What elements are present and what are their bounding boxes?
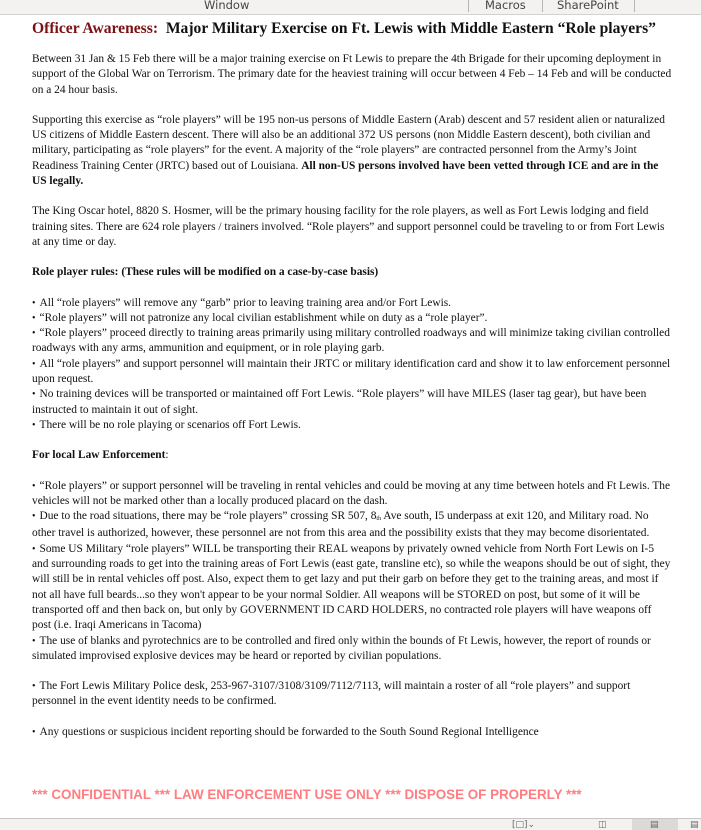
mp-desk-item: • The Fort Lewis Military Police desk, 253-967-3107/3108/3109/7112/7113, will maintain a roster of all “role players” and support personnel in the event identity needs to be confirmed. — [32, 679, 672, 710]
le-item: • “Role players” or support personnel will be traveling in rental vehicles and could be moving at any time between hotels and Ft Lewis. The vehicles will not be marked other than a locally produced placard on the dash. — [32, 479, 672, 510]
rules-heading: Role player rules: (These rules will be modified on a case-by-case basis) — [32, 266, 379, 279]
rule-item: • There will be no role playing or scenarios off Fort Lewis. — [32, 418, 672, 433]
ordinal-suffix: th — [376, 516, 382, 523]
le-item: • Some US Military “role players” WILL be transporting their REAL weapons by privately owned vehicle from North Fort Lewis on I-5 and surrounding roads to get into the training areas of Fort Lewis (east gate, transline etc), so while the weapons should be out of sight, they will still be in rental vehicles off post. Also, expect them to get lazy and put their garb on before they get to the training areas, and most if not all have full beards...so they won't appear to be your normal Soldier. All weapons will be STORED on post, but some of it will be transported off and then back on, but only by GOVERNMENT ID CARD HOLDERS, no contracted role players will have weapons off post (i.e. Iraqi Americans in Tacoma) — [32, 542, 672, 634]
paragraph-role-players — [32, 113, 672, 189]
read-mode-icon[interactable]: ◫ — [598, 820, 607, 830]
rule-item: • All “role players” and support personnel will maintain their JRTC or military identification card and show it to law enforcement personnel upon request. — [32, 357, 672, 388]
tab-divider — [542, 0, 543, 12]
focus-icon[interactable]: [□]⌄ — [512, 820, 536, 830]
rule-item: • No training devices will be transported or maintained off Fort Lewis. “Role players” will have MILES (laser tag gear), but have been instructed to maintain it out of sight. — [32, 387, 672, 418]
tab-sharepoint[interactable]: SharePoint — [557, 0, 619, 12]
confidential-footer: *** CONFIDENTIAL *** LAW ENFORCEMENT USE ONLY *** DISPOSE OF PROPERLY *** — [32, 787, 582, 802]
paragraph-text: Supporting this exercise as “role players” will be 195 non-us persons of Middle Eastern (Arab) descent and 57 resident alien or naturalized US citizens of Middle Eastern descent. There will also be an additional 372 US persons (non Middle Eastern descent), both civilian and military, participating as “role players” for the event. A majority of the “role players” are contracted personnel from the Army’s Joint Readiness Training Center (JRTC) based out of Louisiana. — [32, 113, 665, 172]
print-layout-icon[interactable]: ▤ — [650, 820, 659, 830]
web-layout-icon[interactable]: ▤ — [690, 820, 699, 830]
ribbon-tabs — [0, 0, 701, 15]
le-item — [32, 509, 672, 542]
status-bar — [0, 818, 701, 830]
tab-divider — [468, 0, 469, 12]
le-item-text: Due to the road situations, there may be “role players” crossing SR 507, 8 — [39, 510, 377, 523]
document-title — [32, 19, 672, 38]
rule-item: • “Role players” proceed directly to training areas primarily using military controlled roadways and will minimize taking civilian controlled roadways with any arms, ammunition and equipment, or in role playing garb. — [32, 326, 672, 357]
document-body — [32, 19, 672, 740]
tab-window[interactable]: Window — [204, 0, 250, 12]
le-item-text: Ave south, I5 underpass at exit 120, and Military road. No other travel is authorized, however, these personnel are not from this area and the possibility exists that they may become disorientated. — [32, 510, 650, 540]
paragraph-exercise-dates: Between 31 Jan & 15 Feb there will be a major training exercise on Ft Lewis to prepare the 4th Brigade for their upcoming deployment in support of the Global War on Terrorism. The primary date for the heaviest training will occur between 4 Feb – 14 Feb and will be conducted on a 24 hour basis. — [32, 53, 672, 96]
rule-item: • “Role players” will not patronize any local civilian establishment while on duty as a “role player”. — [32, 311, 672, 326]
tab-divider — [634, 0, 635, 12]
title-lead: Officer Awareness: — [32, 20, 159, 37]
rule-item: • All “role players” will remove any “garb” prior to leaving training area and/or Fort Lewis. — [32, 296, 672, 311]
questions-item: • Any questions or suspicious incident reporting should be forwarded to the South Sound Regional Intelligence — [32, 725, 672, 740]
tab-macros[interactable]: Macros — [485, 0, 526, 12]
paragraph-housing: The King Oscar hotel, 8820 S. Hosmer, will be the primary housing facility for the role players, as well as Fort Lewis lodging and field training sites. There are 624 role players / trainers involved. “Role players” and support personnel could be traveling to or from Fort Lewis at any time or day. — [32, 205, 665, 248]
law-enforcement-heading — [32, 448, 672, 463]
title-text: Major Military Exercise on Ft. Lewis with Middle Eastern “Role players” — [165, 20, 656, 37]
paragraph-bold-text: All non-US persons involved have been vetted through ICE and are in the US legally. — [32, 159, 659, 188]
heading-text: For local Law Enforcement — [32, 449, 166, 462]
heading-colon: : — [165, 449, 169, 462]
le-item: • The use of blanks and pyrotechnics are to be controlled and fired only within the bounds of Ft Lewis, however, the report of rounds or simulated improvised explosive devices may be heard or reported by civilian populations. — [32, 634, 672, 665]
